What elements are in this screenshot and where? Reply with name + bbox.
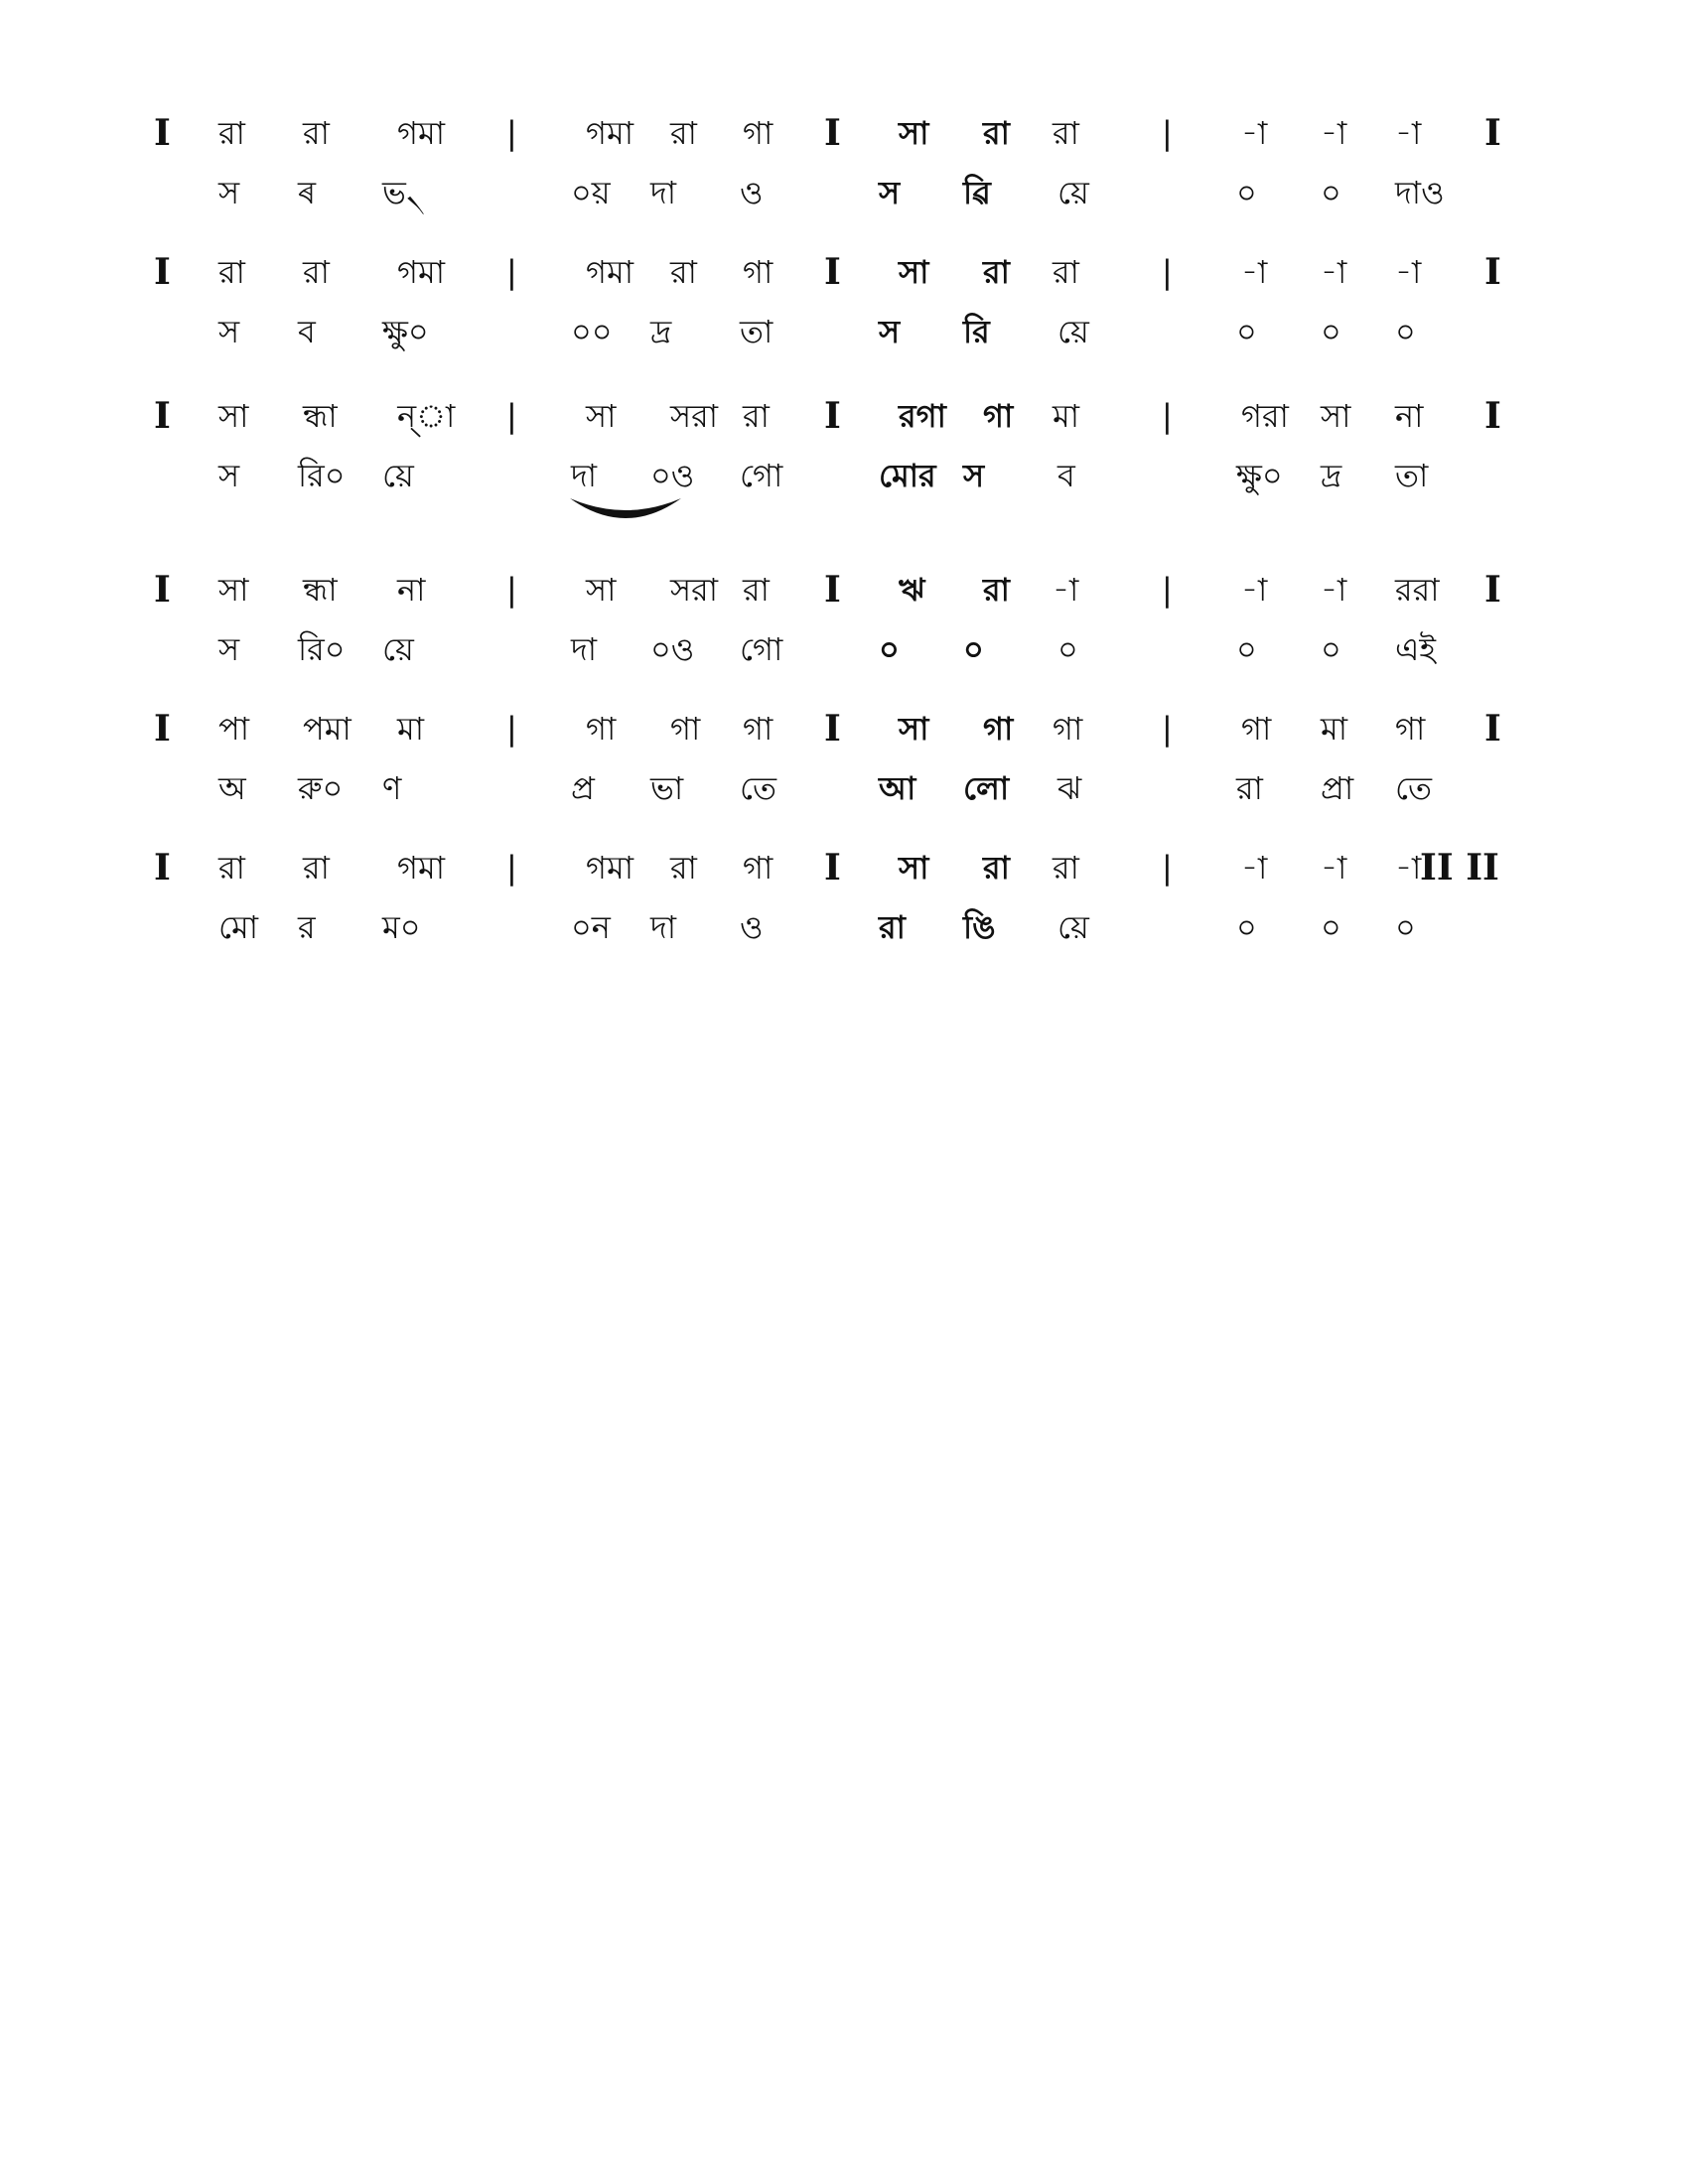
swara-note: গা	[1241, 710, 1272, 748]
lyric-syllable: ০	[1321, 908, 1341, 946]
lyric-syllable: ম০	[382, 908, 421, 946]
lyric-row	[0, 454, 1688, 513]
swara-note: মা	[1053, 397, 1080, 435]
lyric-syllable: রি	[963, 313, 990, 350]
swara-note: রা	[743, 571, 770, 609]
swara-note: গা	[743, 114, 774, 152]
swara-note: সরা	[670, 397, 719, 435]
swara-note: সা	[1321, 397, 1351, 435]
swara-note: রা	[1053, 849, 1079, 887]
lyric-row	[0, 905, 1688, 965]
lyric-syllable: দা	[650, 908, 677, 946]
swara-note: -া	[1321, 849, 1347, 887]
lyric-syllable: ০	[879, 630, 900, 668]
swara-note: -া	[1321, 114, 1347, 152]
lyric-syllable: য়ে	[1057, 174, 1089, 211]
lyric-syllable: গো	[740, 630, 783, 668]
lyric-syllable: স	[218, 630, 240, 668]
lyric-syllable: ০০	[571, 313, 613, 350]
major-barline: I	[824, 708, 841, 750]
minor-barline: |	[506, 849, 517, 887]
lyric-row	[0, 766, 1688, 826]
swara-note: সা	[899, 849, 929, 887]
lyric-syllable: আ	[879, 769, 916, 807]
swara-note: সা	[586, 397, 617, 435]
major-barline: I	[154, 847, 171, 888]
swara-note: রা	[743, 397, 770, 435]
lyric-syllable: র	[298, 908, 316, 946]
minor-barline: |	[506, 571, 517, 609]
minor-barline: |	[1162, 397, 1173, 435]
swara-note: গা	[743, 253, 774, 291]
lyric-syllable: ০	[1236, 313, 1257, 350]
swara-note: রা	[303, 849, 330, 887]
swara-note: না	[1395, 397, 1424, 435]
swara-note: রা	[218, 253, 245, 291]
lyric-syllable: ০ও	[650, 630, 695, 668]
swara-note: গমা	[397, 849, 446, 887]
lyric-syllable: স	[218, 313, 240, 350]
lyric-syllable: ভা	[650, 769, 684, 807]
lyric-syllable: ০	[963, 630, 984, 668]
lyric-syllable: ৱি	[963, 174, 991, 211]
major-barline: I	[154, 251, 171, 293]
swara-note: রা	[218, 849, 245, 887]
lyric-syllable: ভ৲	[382, 174, 426, 211]
lyric-syllable: ০	[1236, 630, 1257, 668]
lyric-syllable: রা	[1236, 769, 1263, 807]
lyric-syllable: তা	[1395, 457, 1429, 494]
swara-note: গমা	[586, 849, 634, 887]
lyric-syllable: ০	[1395, 908, 1416, 946]
swara-note: গমা	[586, 114, 634, 152]
swara-note: রা	[983, 253, 1010, 291]
swara-note: -া	[1053, 571, 1079, 609]
lyric-syllable: তে	[740, 769, 776, 807]
lyric-syllable: ০	[1236, 908, 1257, 946]
lyric-syllable: ০	[1321, 313, 1341, 350]
swara-note: রা	[218, 114, 245, 152]
swara-note: -া	[1241, 114, 1268, 152]
swara-note: গমা	[397, 114, 446, 152]
swara-note: -া	[1395, 253, 1422, 291]
lyric-syllable: দা	[571, 457, 598, 494]
lyric-syllable: দাও	[1395, 174, 1445, 211]
major-barline: I	[1484, 112, 1501, 154]
lyric-syllable: ঙি	[963, 908, 996, 946]
major-barline: I	[824, 847, 841, 888]
lyric-syllable: ব	[1057, 457, 1075, 494]
swara-note: -া	[1321, 253, 1347, 291]
lyric-syllable: রি০	[298, 630, 346, 668]
swara-note: গা	[743, 849, 774, 887]
lyric-row	[0, 310, 1688, 369]
major-barline: I	[1484, 251, 1501, 293]
lyric-syllable: তা	[740, 313, 774, 350]
swara-note: পমা	[303, 710, 352, 748]
lyric-syllable: য়ে	[1057, 908, 1089, 946]
swara-note: গা	[983, 710, 1014, 748]
swara-note: গা	[743, 710, 774, 748]
swara-note: গা	[670, 710, 701, 748]
swara-note: রা	[670, 849, 697, 887]
lyric-syllable: স	[963, 457, 985, 494]
lyric-syllable: অ	[218, 769, 246, 807]
lyric-syllable: রি০	[298, 457, 346, 494]
swara-note: সা	[899, 710, 929, 748]
lyric-syllable: ব	[298, 313, 316, 350]
swara-note: সা	[586, 571, 617, 609]
lyric-syllable: গো	[740, 457, 783, 494]
lyric-syllable: দ্র	[650, 313, 672, 350]
minor-barline: |	[1162, 571, 1173, 609]
lyric-syllable: রা	[879, 908, 906, 946]
swara-note: -া	[1241, 571, 1268, 609]
swara-note: -া	[1395, 849, 1422, 887]
minor-barline: |	[1162, 253, 1173, 291]
lyric-syllable: ক্ষু০	[382, 313, 429, 350]
swara-note: রা	[983, 849, 1010, 887]
minor-barline: |	[506, 114, 517, 152]
swara-note: ন্া	[397, 397, 456, 435]
lyric-row	[0, 627, 1688, 687]
lyric-syllable: ও	[740, 908, 764, 946]
swara-row	[0, 846, 1688, 905]
lyric-row	[0, 171, 1688, 230]
lyric-syllable: ০য়	[571, 174, 611, 211]
swara-note: -া	[1241, 849, 1268, 887]
swara-note: সা	[218, 397, 249, 435]
lyric-syllable: ০	[1321, 630, 1341, 668]
lyric-syllable: প্রা	[1321, 769, 1354, 807]
swara-note: মা	[1321, 710, 1348, 748]
swara-note: রা	[303, 253, 330, 291]
swara-note: রা	[983, 114, 1010, 152]
lyric-syllable: দা	[650, 174, 677, 211]
swara-note: রা	[303, 114, 330, 152]
lyric-syllable: দ্র	[1321, 457, 1342, 494]
swara-row	[0, 394, 1688, 454]
lyric-syllable: ০ও	[650, 457, 695, 494]
swara-row	[0, 568, 1688, 627]
lyric-syllable: য়ে	[382, 630, 414, 668]
swara-note: না	[397, 571, 426, 609]
lyric-syllable: ০	[1057, 630, 1078, 668]
swara-note: সা	[899, 253, 929, 291]
swara-note: সা	[899, 114, 929, 152]
swara-note: গা	[983, 397, 1014, 435]
lyric-syllable: মো	[218, 908, 259, 946]
lyric-syllable: য়ে	[382, 457, 414, 494]
swara-note: রগা	[899, 397, 946, 435]
swara-note: -া	[1241, 253, 1268, 291]
lyric-syllable: য়ে	[1057, 313, 1089, 350]
swara-note: সা	[218, 571, 249, 609]
lyric-syllable: মোর	[879, 457, 936, 494]
swara-note: গা	[1053, 710, 1083, 748]
swara-note: ঋ	[899, 571, 925, 609]
major-barline: I	[154, 569, 171, 611]
swara-note: গা	[586, 710, 617, 748]
swara-note: রা	[670, 253, 697, 291]
swara-note: ন্ধা	[303, 571, 338, 609]
lyric-syllable: দা	[571, 630, 598, 668]
lyric-syllable: স	[879, 313, 901, 350]
lyric-syllable: লো	[963, 769, 1010, 807]
lyric-syllable: ও	[740, 174, 764, 211]
lyric-syllable: রু০	[298, 769, 344, 807]
swara-note: গমা	[586, 253, 634, 291]
minor-barline: |	[506, 253, 517, 291]
lyric-syllable: ০	[1236, 174, 1257, 211]
swara-note: গমা	[397, 253, 446, 291]
major-barline: I	[824, 251, 841, 293]
lyric-syllable: তে	[1395, 769, 1432, 807]
major-barline: I	[824, 395, 841, 437]
lyric-syllable: ০ন	[571, 908, 611, 946]
major-barline: I	[824, 112, 841, 154]
lyric-syllable: ণ	[382, 769, 402, 807]
major-barline: I	[824, 569, 841, 611]
swara-note: রা	[983, 571, 1010, 609]
minor-barline: |	[506, 710, 517, 748]
minor-barline: |	[506, 397, 517, 435]
minor-barline: |	[1162, 849, 1173, 887]
lyric-syllable: এই	[1395, 630, 1436, 668]
swara-row	[0, 111, 1688, 171]
major-barline: I	[1484, 569, 1501, 611]
lyric-syllable: প্র	[571, 769, 595, 807]
lyric-syllable: স	[879, 174, 901, 211]
swara-note: গা	[1395, 710, 1426, 748]
lyric-syllable: ০	[1395, 313, 1416, 350]
major-barline: II II	[1420, 847, 1499, 888]
swara-note: -া	[1321, 571, 1347, 609]
swara-row	[0, 250, 1688, 310]
lyric-syllable: স	[218, 174, 240, 211]
major-barline: I	[154, 395, 171, 437]
swara-note: পা	[218, 710, 250, 748]
lyric-syllable: ঝ	[1057, 769, 1082, 807]
swara-note: রা	[1053, 114, 1079, 152]
major-barline: I	[154, 708, 171, 750]
lyric-syllable: ক্ষু০	[1236, 457, 1283, 494]
lyric-syllable: ০	[1321, 174, 1341, 211]
major-barline: I	[154, 112, 171, 154]
major-barline: I	[1484, 395, 1501, 437]
minor-barline: |	[1162, 710, 1173, 748]
swara-note: ন্ধা	[303, 397, 338, 435]
swara-note: গরা	[1241, 397, 1289, 435]
swara-note: -া	[1395, 114, 1422, 152]
lyric-syllable: ৰ	[298, 174, 317, 211]
swara-row	[0, 707, 1688, 766]
swara-note: মা	[397, 710, 425, 748]
lyric-syllable: স	[218, 457, 240, 494]
minor-barline: |	[1162, 114, 1173, 152]
slur-mark	[566, 492, 685, 536]
swara-note: রা	[1053, 253, 1079, 291]
swara-note: রা	[670, 114, 697, 152]
major-barline: I	[1484, 708, 1501, 750]
swara-note: ররা	[1395, 571, 1440, 609]
swara-note: সরা	[670, 571, 719, 609]
